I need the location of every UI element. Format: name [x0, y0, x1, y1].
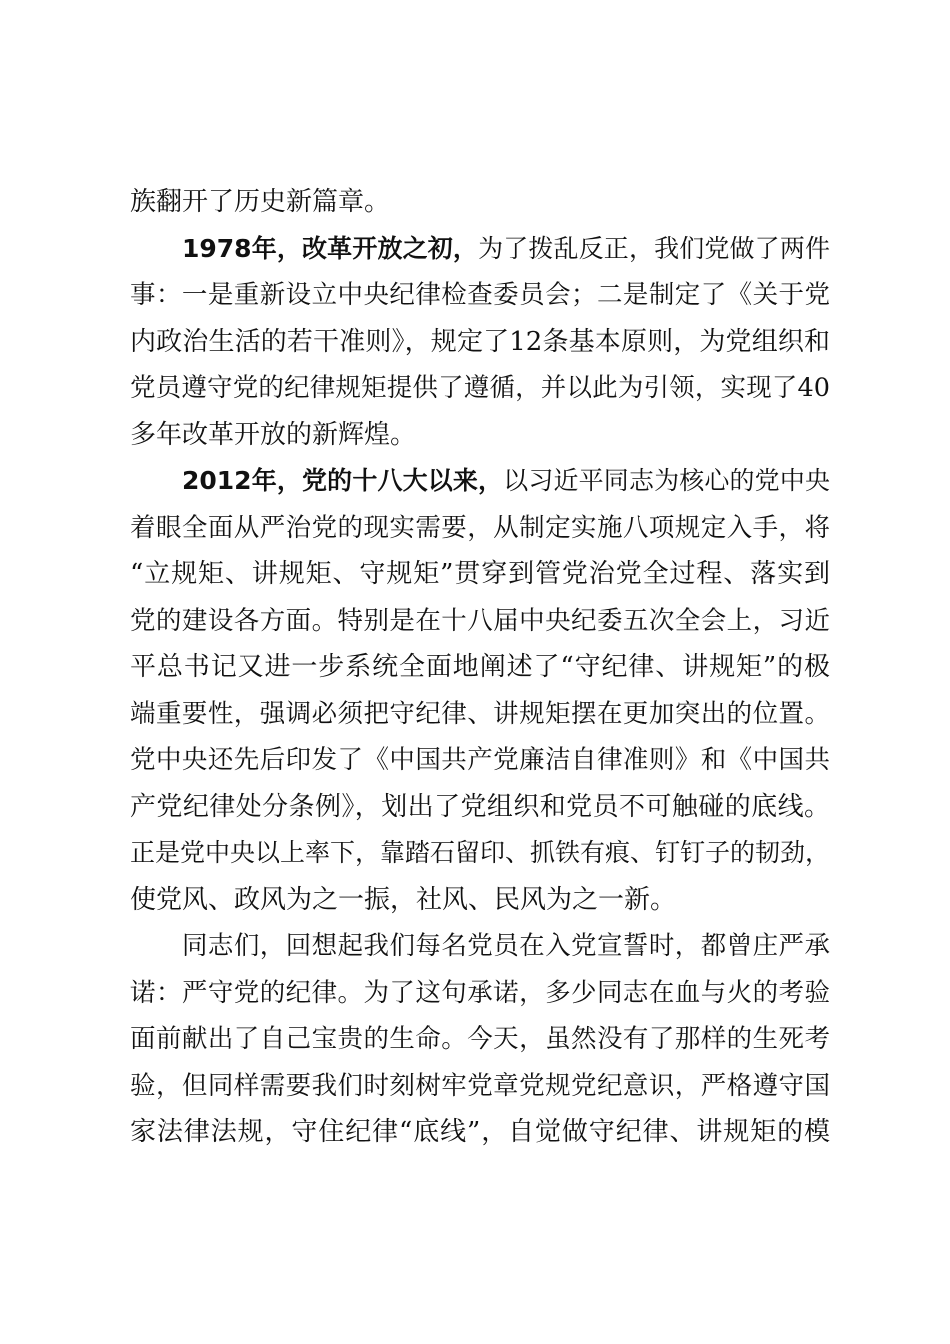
paragraph-first-line [182, 227, 830, 271]
paragraph-line: 事：一是重新设立中央纪律检查委员会；二是制定了《关于党 [130, 280, 830, 310]
paragraph-line: 着眼全面从严治党的现实需要，从制定实施八项规定入手，将 [130, 513, 830, 543]
paragraph-line: 验，但同样需要我们时刻树牢党章党规党纪意识，严格遵守国 [130, 1071, 830, 1101]
paragraph-first-line [182, 459, 830, 503]
paragraph-line: 诺：严守党的纪律。为了这句承诺，多少同志在血与火的考验 [130, 978, 830, 1008]
paragraph-line-rest: 为了拨乱反正，我们党做了两件 [478, 234, 830, 263]
paragraph-line: 党中央还先后印发了《中国共产党廉洁自律准则》和《中国共 [130, 745, 830, 775]
paragraph-line: 端重要性，强调必须把守纪律、讲规矩摆在更加突出的位置。 [130, 699, 830, 729]
paragraph-line: 产党纪律处分条例》，划出了党组织和党员不可触碰的底线。 [130, 792, 830, 822]
paragraph-line: 使党风、政风为之一振，社风、民风为之一新。 [130, 885, 677, 915]
paragraph-lead-bold: 1978年，改革开放之初， [182, 234, 479, 263]
paragraph-line: 内政治生活的若干准则》，规定了12条基本原则，为党组织和 [130, 327, 830, 357]
paragraph-first-line: 同志们，回想起我们每名党员在入党宣誓时，都曾庄严承 [182, 931, 830, 961]
paragraph-lead-bold: 2012年，党的十八大以来， [182, 466, 504, 495]
paragraph-line: 平总书记又进一步系统全面地阐述了“守纪律、讲规矩”的极 [130, 652, 830, 682]
paragraph-line: 多年改革开放的新辉煌。 [130, 420, 417, 450]
paragraph-line: 面前献出了自己宝贵的生命。今天，虽然没有了那样的生死考 [130, 1024, 830, 1054]
paragraph-line: 党员遵守党的纪律规矩提供了遵循，并以此为引领，实现了40 [130, 373, 830, 403]
paragraph-line: 家法律法规，守住纪律“底线”，自觉做守纪律、讲规矩的模 [130, 1117, 830, 1147]
paragraph-line: 族翻开了历史新篇章。 [130, 187, 391, 217]
paragraph-line: “立规矩、讲规矩、守规矩”贯穿到管党治党全过程、落实到 [130, 559, 830, 589]
paragraph-line-rest: 以习近平同志为核心的党中央 [503, 466, 830, 495]
paragraph-line: 党的建设各方面。特别是在十八届中央纪委五次全会上，习近 [130, 606, 830, 636]
paragraph-line: 正是党中央以上率下，靠踏石留印、抓铁有痕、钉钉子的韧劲， [130, 838, 831, 867]
